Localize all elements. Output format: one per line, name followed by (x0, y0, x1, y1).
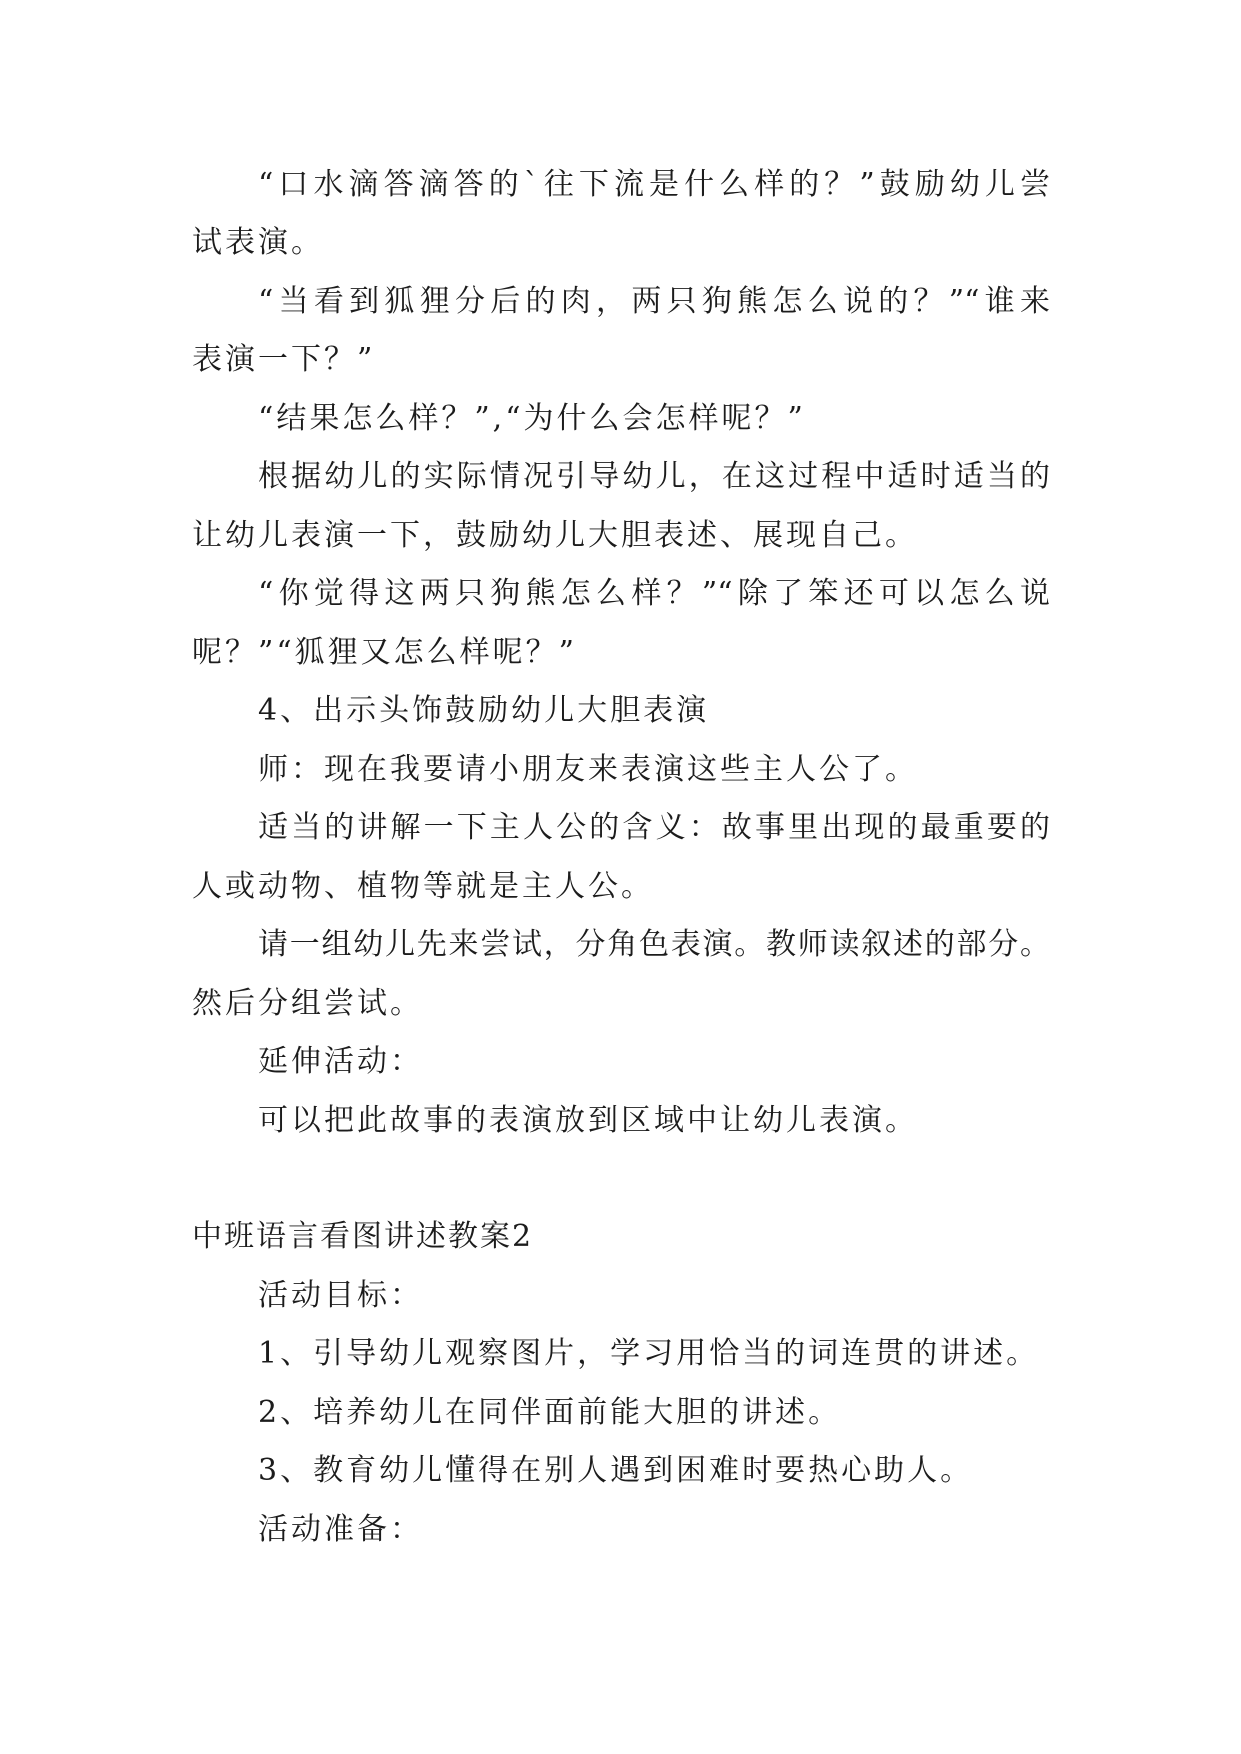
paragraph-line: 师：现在我要请小朋友来表演这些主人公了。 (258, 751, 918, 787)
paragraph-line: 根据幼儿的实际情况引导幼儿，在这过程中适时适当的 (258, 459, 1050, 495)
list-item: 4、出示头饰鼓励幼儿大胆表演 (258, 693, 710, 729)
paragraph-line: 适当的讲解一下主人公的含义：故事里出现的最重要的 (258, 810, 1050, 846)
paragraph-line: “当看到狐狸分后的肉，两只狗熊怎么说的？”“谁来 (258, 283, 1050, 319)
paragraph-line: 呢？”“狐狸又怎么样呢？” (192, 634, 578, 670)
paragraph-line: 试表演。 (192, 225, 324, 261)
document-body (192, 156, 1050, 1559)
paragraph-line: “你觉得这两只狗熊怎么样？”“除了笨还可以怎么说 (258, 576, 1050, 612)
paragraph-line: “结果怎么样？”,“为什么会怎样呢？” (258, 400, 806, 436)
paragraph-line: 可以把此故事的表演放到区域中让幼儿表演。 (258, 1102, 918, 1138)
paragraph-line: “口水滴答滴答的`往下流是什么样的？”鼓励幼儿尝 (258, 167, 1050, 202)
paragraph-line: 表演一下？” (192, 342, 376, 378)
paragraph-line: 请一组幼儿先来尝试，分角色表演。教师读叙述的部分。 (258, 927, 1050, 963)
paragraph-line: 然后分组尝试。 (192, 985, 423, 1021)
subheading: 活动准备： (258, 1511, 423, 1547)
section-heading: 中班语言看图讲述教案2 (192, 1219, 534, 1255)
list-item: 2、培养幼儿在同伴面前能大胆的讲述。 (258, 1394, 842, 1430)
list-item: 3、教育幼儿懂得在别人遇到困难时要热心助人。 (258, 1453, 974, 1489)
paragraph-line: 让幼儿表演一下，鼓励幼儿大胆表述、展现自己。 (192, 517, 918, 553)
subheading: 延伸活动： (258, 1044, 423, 1080)
blank-line (192, 1150, 1050, 1208)
subheading: 活动目标： (258, 1277, 423, 1313)
paragraph-line: 人或动物、植物等就是主人公。 (192, 868, 654, 904)
list-item: 1、引导幼儿观察图片，学习用恰当的词连贯的讲述。 (258, 1336, 1040, 1372)
